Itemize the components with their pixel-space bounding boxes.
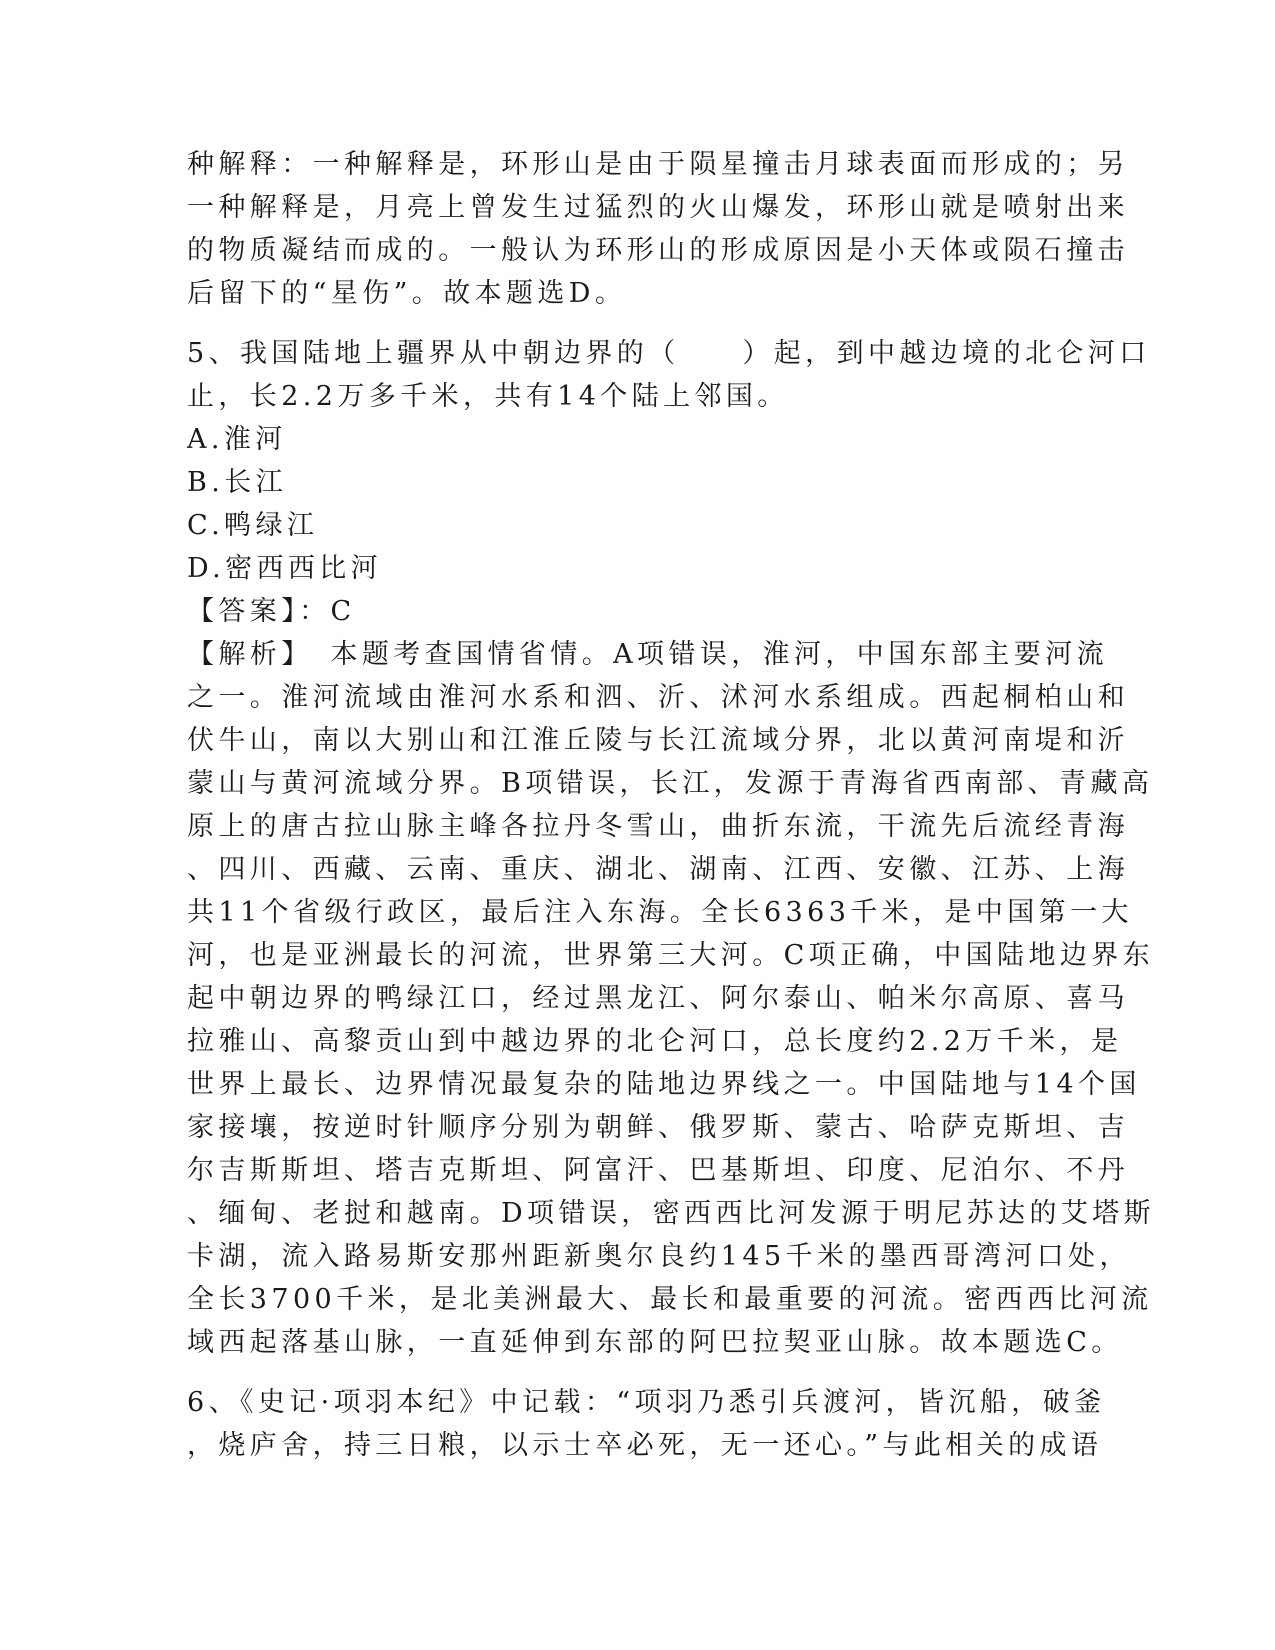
analysis-line: 原上的唐古拉山脉主峰各拉丹冬雪山，曲折东流，干流先后流经青海: [187, 811, 1129, 842]
question-6: [187, 1381, 1106, 1467]
question-stem-line: 6、《史记·项羽本纪》中记载：“项羽乃悉引兵渡河，皆沉船，破釜: [187, 1387, 1106, 1418]
text-line: 后留下的“星伤”。故本题选D。: [187, 278, 627, 309]
analysis-line: 【解析】 本题考查国情省情。A项错误，淮河，中国东部主要河流: [187, 639, 1108, 670]
text-line: 的物质凝结而成的。一般认为环形山的形成原因是小天体或陨石撞击: [187, 235, 1129, 266]
analysis-line: 卡湖，流入路易斯安那州距新奥尔良约145千米的墨西哥湾河口处，: [187, 1241, 1131, 1272]
answer: 【答案】：C: [187, 596, 356, 627]
analysis-line: 、四川、西藏、云南、重庆、湖北、湖南、江西、安徽、江苏、上海: [187, 854, 1129, 885]
text-line: 种解释：一种解释是，环形山是由于陨星撞击月球表面而形成的；另: [187, 149, 1129, 180]
analysis-line: 全长3700千米，是北美洲最大、最长和最重要的河流。密西西比河流: [187, 1284, 1153, 1315]
question-stem-line: ，烧庐舍，持三日粮，以示士卒必死，无一还心。”与此相关的成语: [187, 1430, 1103, 1461]
question-5: [187, 332, 1156, 1364]
analysis-line: 起中朝边界的鸭绿江口，经过黑龙江、阿尔泰山、帕米尔高原、喜马: [187, 983, 1129, 1014]
analysis-line: 尔吉斯斯坦、塔吉克斯坦、阿富汗、巴基斯坦、印度、尼泊尔、不丹: [187, 1155, 1129, 1186]
analysis-line: 河，也是亚洲最长的河流，世界第三大河。C项正确，中国陆地边界东: [187, 940, 1155, 971]
text-line: 一种解释是，月亮上曾发生过猛烈的火山爆发，环形山就是喷射出来: [187, 192, 1129, 223]
analysis-line: 伏牛山，南以大别山和江淮丘陵与长江流域分界，北以黄河南堤和沂: [187, 725, 1129, 756]
option-b: B.长江: [187, 467, 288, 498]
prev-explanation: [187, 143, 1129, 315]
option-d: D.密西西比河: [187, 553, 383, 584]
analysis-line: 之一。淮河流域由淮河水系和泗、沂、沭河水系组成。西起桐柏山和: [187, 682, 1129, 713]
analysis-line: 家接壤，按逆时针顺序分别为朝鲜、俄罗斯、蒙古、哈萨克斯坦、吉: [187, 1112, 1129, 1143]
analysis-line: 域西起落基山脉，一直延伸到东部的阿巴拉契亚山脉。故本题选C。: [187, 1327, 1123, 1358]
option-a: A.淮河: [187, 424, 287, 455]
question-stem-line: 5、我国陆地上疆界从中朝边界的（ ）起，到中越边境的北仑河口: [187, 338, 1151, 369]
analysis-line: 世界上最长、边界情况最复杂的陆地边界线之一。中国陆地与14个国: [187, 1069, 1141, 1100]
analysis-line: 蒙山与黄河流域分界。B项错误，长江，发源于青海省西南部、青藏高: [187, 768, 1154, 799]
analysis-line: 共11个省级行政区，最后注入东海。全长6363千米，是中国第一大: [187, 897, 1133, 928]
option-c: C.鸭绿江: [187, 510, 319, 541]
question-stem-line: 止，长2.2万多千米，共有14个陆上邻国。: [187, 381, 789, 412]
analysis-line: 拉雅山、高黎贡山到中越边界的北仑河口，总长度约2.2万千米，是: [187, 1026, 1123, 1057]
document-page: [187, 143, 1156, 1467]
analysis-line: 、缅甸、老挝和越南。D项错误，密西西比河发源于明尼苏达的艾塔斯: [187, 1198, 1156, 1229]
